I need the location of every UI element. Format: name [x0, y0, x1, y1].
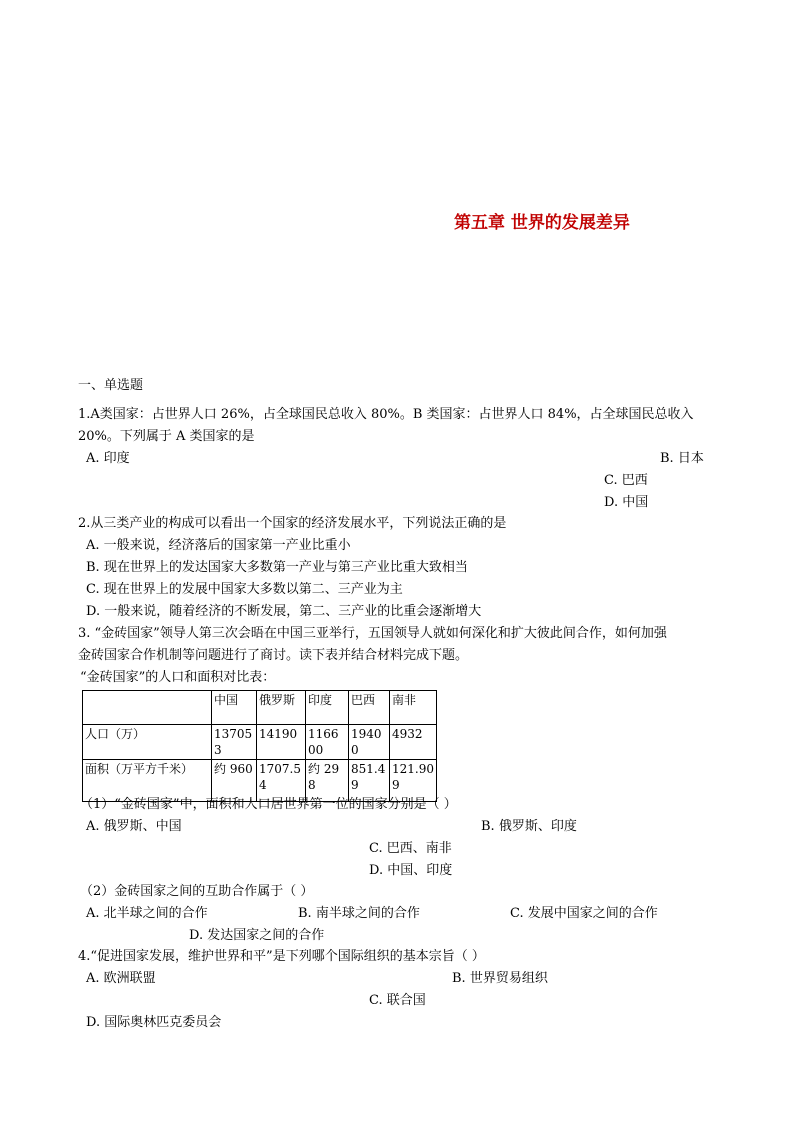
q3-stem-line2: 金砖国家合作机制等问题进行了商讨。读下表并结合材料完成下题。: [78, 648, 469, 663]
table-cell: 14190: [257, 725, 306, 760]
q4-option-b: B. 世界贸易组织: [452, 971, 548, 986]
q3-sub1-option-b: B. 俄罗斯、印度: [481, 819, 577, 834]
q3-sub2-stem: （2）金砖国家之间的互助合作属于（ ）: [80, 884, 314, 899]
q3-sub2-option-c: C. 发展中国家之间的合作: [510, 906, 658, 921]
q2-option-c: C. 现在世界上的发展中国家大多数以第二、三产业为主: [86, 582, 403, 597]
q1-option-a: A. 印度: [86, 451, 130, 466]
section-heading: 一、单选题: [78, 378, 144, 393]
table-header-cell: 巴西: [349, 691, 390, 725]
q3-stem-line1: 3. “金砖国家”领导人第三次会晤在中国三亚举行，五国领导人就如何深化和扩大彼此间合作，如何加强: [78, 626, 667, 641]
q1-option-d: D. 中国: [604, 495, 649, 510]
table-cell: 面积（万平方千米）: [83, 760, 212, 802]
q3-sub1-option-a: A. 俄罗斯、中国: [86, 819, 182, 834]
q3-sub1-option-c: C. 巴西、南非: [369, 841, 452, 856]
q1-option-c: C. 巴西: [604, 473, 648, 488]
q3-sub1-option-d: D. 中国、印度: [369, 863, 453, 878]
q4-option-c: C. 联合国: [369, 993, 426, 1008]
q2-option-a: A. 一般来说，经济落后的国家第一产业比重小: [86, 538, 351, 553]
table-header-cell: [83, 691, 212, 725]
table-cell: 4932: [390, 725, 437, 760]
q4-option-a: A. 欧洲联盟: [86, 971, 156, 986]
q2-option-d: D. 一般来说，随着经济的不断发展，第二、三产业的比重会逐渐增大: [86, 604, 482, 619]
page-title: 第五章 世界的发展差异: [454, 213, 630, 233]
q3-sub1-stem: （1）“金砖国家”中，面积和人口居世界第一位的国家分别是（ ）: [80, 797, 457, 812]
q1-option-b: B. 日本: [660, 451, 704, 466]
q3-table-caption: “金砖国家”的人口和面积对比表：: [80, 670, 276, 685]
table-cell: 约 298: [306, 760, 349, 802]
q4-option-d: D. 国际奥林匹克委员会: [86, 1015, 222, 1030]
q3-sub2-option-b: B. 南半球之间的合作: [298, 906, 420, 921]
q2-option-b: B. 现在世界上的发达国家大多数第一产业与第三产业比重大致相当: [86, 560, 468, 575]
table-row: [83, 725, 437, 760]
q1-stem-line1: 1.A类国家：占世界人口 26%，占全球国民总收入 80%。B 类国家：占世界人口 84%，占全球国民总收入: [78, 407, 694, 422]
table-cell: 1707.54: [257, 760, 306, 802]
q3-sub2-option-a: A. 北半球之间的合作: [86, 906, 208, 921]
table-header-cell: 南非: [390, 691, 437, 725]
table-cell: 人口（万）: [83, 725, 212, 760]
table-header-row: [83, 691, 437, 725]
table-cell: 116600: [306, 725, 349, 760]
q1-stem-line2: 20%。下列属于 A 类国家的是: [78, 429, 255, 444]
table-cell: 121.909: [390, 760, 437, 802]
table-header-cell: 中国: [212, 691, 257, 725]
q3-sub2-option-d: D. 发达国家之间的合作: [189, 928, 325, 943]
table-cell: 137053: [212, 725, 257, 760]
q2-stem: 2.从三类产业的构成可以看出一个国家的经济发展水平，下列说法正确的是: [78, 516, 507, 531]
table-cell: 851.49: [349, 760, 390, 802]
q4-stem: 4.“促进国家发展，维护世界和平”是下列哪个国际组织的基本宗旨（ ）: [78, 949, 485, 964]
table-cell: 约 960: [212, 760, 257, 802]
table-header-cell: 印度: [306, 691, 349, 725]
table-cell: 19400: [349, 725, 390, 760]
table-header-cell: 俄罗斯: [257, 691, 306, 725]
brics-table: [82, 690, 437, 802]
